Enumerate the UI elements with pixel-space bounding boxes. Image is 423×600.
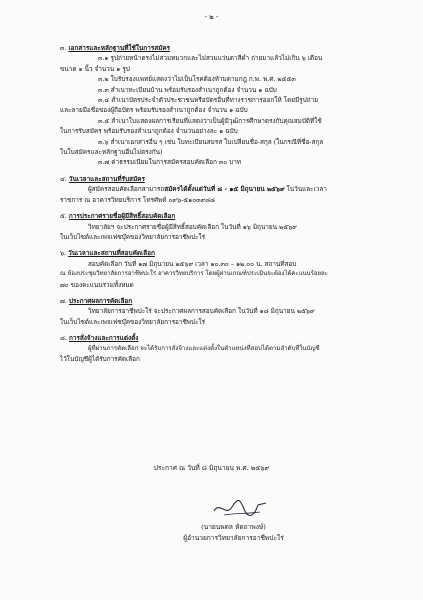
page-number: - ๒ - — [204, 13, 219, 21]
section-8-line1: ผู้ที่ผ่านการคัดเลือก จะได้รับการสั่งจ้างและแต่งตั้งในตำแหน่งที่สอบได้ตามลำดับที่ในบัญชี — [88, 344, 320, 352]
item-3-6-line2: ในใบสมัครและหลักฐานอื่นไม่ตรงกัน) — [60, 148, 163, 157]
section-4-line2: ราชการ ณ อาคารวิทยบริการ โทรศัพท์ ๐๙๖-๕๑๐๓๙๘๘ — [60, 195, 216, 204]
item-3-4-line1: ๓.๔ สำเนาบัตรประจำตัวประชาชนหรือบัตรอื่นที่ทางราชการออกให้ โดยมีรูปถ่าย — [98, 96, 318, 105]
section-6-heading — [60, 248, 380, 258]
section-6-line2: ณ ห้องประชุมวิทยาลัยการอาชีพปะใร่ อาคารวิทยบริการ โดยผู้ผ่านเกณฑ์ประเมินจะต้องได้คะแนนร้อยละ — [60, 270, 328, 278]
section-4-title: วันเวลาและสถานที่รับสมัคร — [68, 174, 145, 183]
section-4-line1-post: ในวันและเวลา — [284, 185, 327, 194]
section-3-title: เอกสารและหลักฐานที่ใช้ในการสมัคร — [68, 44, 171, 52]
section-6-title: วันเวลาและสถานที่สอบคัดเลือก — [68, 249, 155, 258]
section-6-line1: สอบคัดเลือก วันที่ ๑๗ มิถุนายน ๒๕๖๙ เวลา ๑๐.๓๐ – ๑๒.๐๐ น. สถานที่สอบ — [88, 259, 297, 268]
section-5-title: การประกาศรายชื่อผู้มีสิทธิ์สอบคัดเลือก — [68, 212, 176, 221]
item-3-5-line2: ในการรับสมัคร พร้อมรับรองสำเนาถูกต้อง จำนวนอย่างละ ๑ ฉบับ — [60, 127, 238, 136]
section-6-line3: ๗๐ ของคะแนนรวมทั้งหมด — [60, 280, 134, 289]
section-8-number: ๘. — [60, 334, 67, 343]
section-4-heading — [60, 174, 380, 184]
section-7-heading — [60, 296, 380, 306]
section-5-heading — [60, 211, 380, 221]
section-4-number: ๔. — [60, 174, 67, 183]
signer-title: ผู้อำนวยการวิทยาลัยการอาชีพปะใร่ — [183, 534, 284, 542]
section-3-heading — [60, 43, 380, 53]
item-3-4-line2: และลายมือชื่อของผู้ถือบัตร พร้อมรับรองสำเนาถูกต้อง จำนวน ๑ ฉบับ — [60, 106, 248, 115]
section-5-line1: วิทยาลัยฯ จะประกาศรายชื่อผู้มีสิทธิ์สอบคัดเลือก ในวันที่ ๑๖ มิถุนายน ๒๕๖๙ — [88, 222, 297, 231]
section-8-title: การสั่งจ้างและการแต่งตั้ง — [69, 334, 139, 343]
section-7-number: ๗. — [60, 296, 67, 305]
section-3-number: ๓. — [60, 44, 67, 52]
section-6-number: ๖. — [60, 249, 67, 258]
item-3-6-line1: ๓.๖ สำเนาเอกสารอื่น ๆ เช่น ใบทะเบียนสมรส ใบเปลี่ยนชื่อ-สกุล (ในกรณีที่ชื่อ-สกุล — [98, 137, 324, 146]
announcement-date: ประกาศ ณ วันที่ ๘ มิถุนายน พ.ศ. ๒๕๖๙ — [153, 464, 270, 472]
item-3-5-line1: ๓.๕ สำเนาใบแสดงผลการเรียนที่แสดงว่าเป็นผู้มีวุฒิการศึกษาตรงกับคุณสมบัติที่ใช้ — [98, 116, 322, 125]
section-4-application-dates: สมัครได้ตั้งแต่วันที่ ๘ - ๑๕ มิถุนายน ๒๕๖๙ — [164, 185, 285, 194]
signature-icon — [210, 497, 270, 521]
item-3-1-line2: ขนาด ๑ นิ้ว จำนวน ๑ รูป — [60, 64, 130, 73]
section-4-line1 — [60, 184, 380, 194]
section-7-line2: ในเว็บไซต์และเพจเฟซบุ๊คของวิทยาลัยการอาชีพปะใร่ — [60, 317, 206, 326]
signer-name: (นายนพดล หัดถาพงษ์) — [201, 523, 266, 531]
document-body — [60, 40, 380, 364]
item-3-7: ๓.๗ ค่าธรรมเนียมในการสมัครสอบคัดเลือก ๓๐ บาท — [98, 158, 242, 167]
section-8-heading — [60, 333, 380, 343]
section-7-line1: วิทยาลัยการอาชีพปะใร่ จะประกาศผลการสอบคัดเลือก ในวันที่ ๑๘ มิถุนายน ๒๕๖๙ — [88, 307, 315, 316]
item-3-2: ๓.๒ ใบรับรองแพทย์แสดงว่าไม่เป็นโรคต้องห้ามตามกฎ ก.พ. พ.ศ. ๒๕๕๓ — [98, 75, 296, 84]
section-5-number: ๕. — [60, 212, 67, 221]
item-3-1-line1: ๓.๑ รูปถ่ายหน้าตรงไม่สวมหมวกและไม่สวมแว่นตาสีดำ ถ่ายมาแล้วไม่เกิน ๖ เดือน — [98, 54, 323, 63]
section-5-line2: ในเว็บไซต์และเพจเฟซบุ๊คของวิทยาลัยการอาชีพปะใร่ — [60, 232, 206, 241]
item-3-3: ๓.๓ สำเนาทะเบียนบ้าน พร้อมรับรองสำเนาถูกต้อง จำนวน ๑ ฉบับ — [98, 85, 277, 94]
section-7-title: ประกาศผลการคัดเลือก — [68, 296, 133, 305]
section-4-line1-pre: ผู้สมัครสอบคัดเลือกสามารถ — [88, 185, 165, 194]
section-8-line2: ไว้ในบัญชีผู้ได้รับการคัดเลือก — [60, 354, 140, 363]
